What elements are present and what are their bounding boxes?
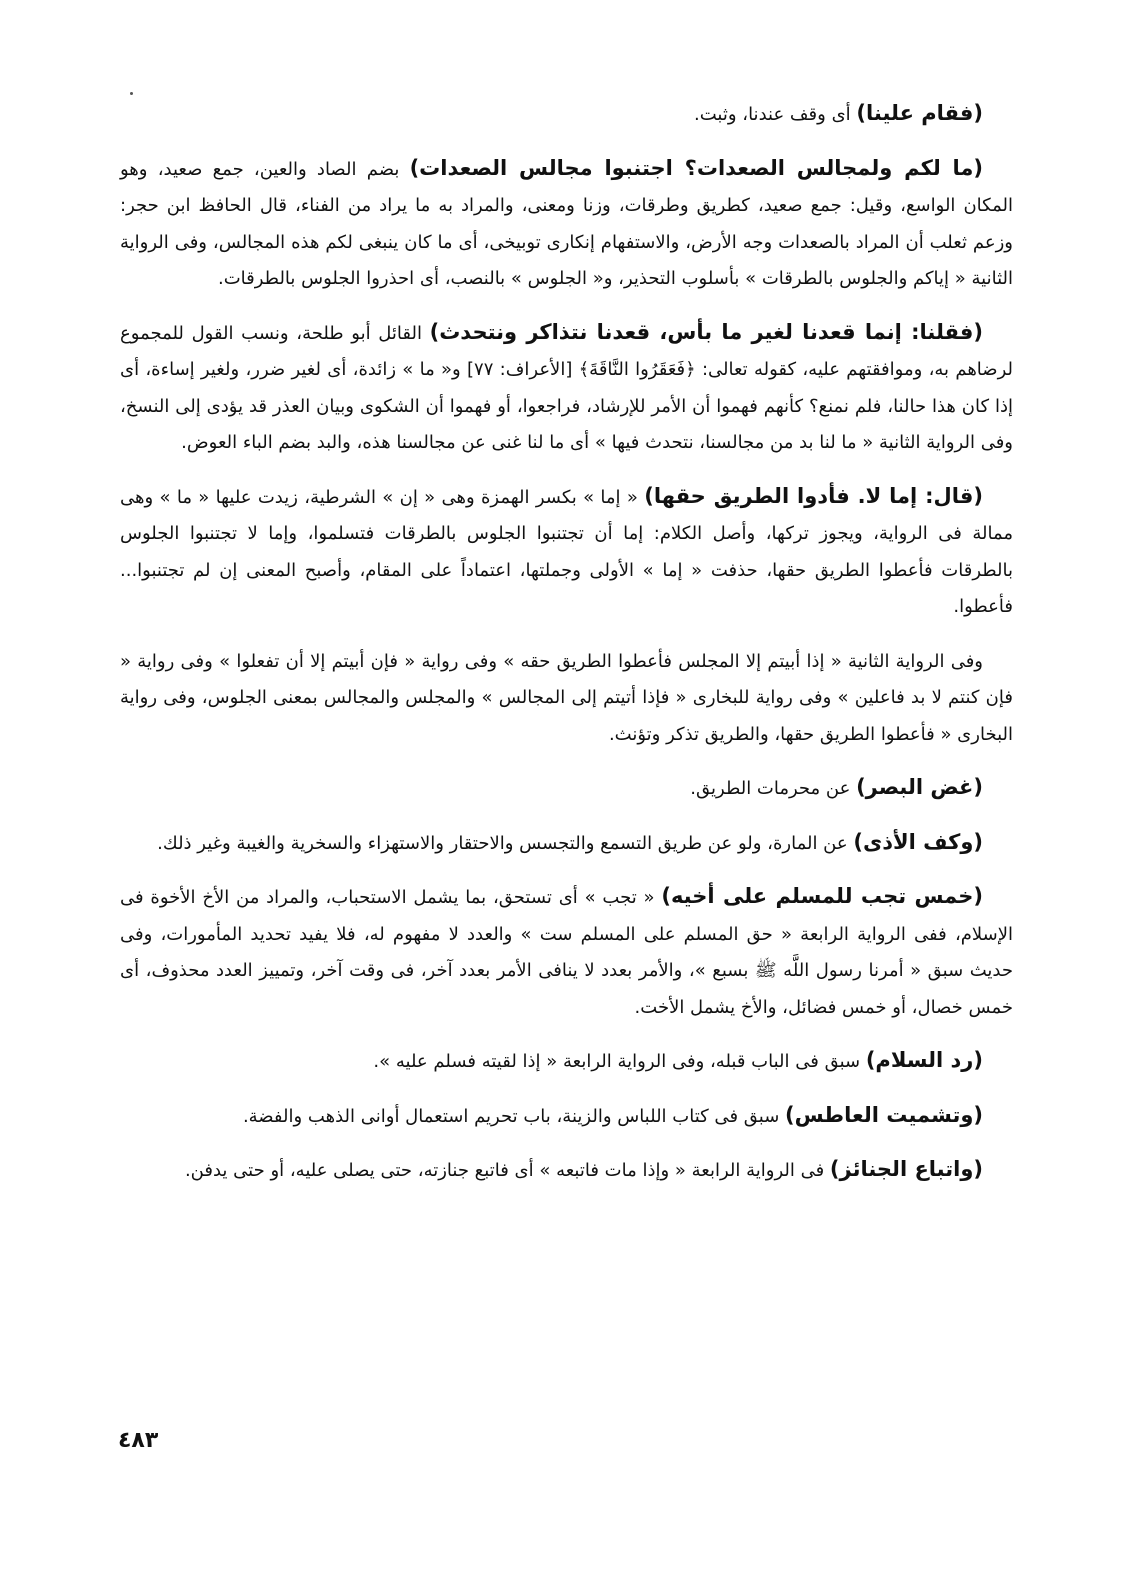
paragraph-7 bbox=[120, 824, 1013, 863]
lead-phrase: (قال: إما لا. فأدوا الطريق حقها) bbox=[644, 483, 983, 508]
explanation-text: عن المارة، ولو عن طريق التسمع والتجسس والاحتقار والاستهزاء والسخرية والغيبة وغير ذلك. bbox=[157, 832, 854, 854]
explanation-text: وفى الرواية الثانية « إذا أبيتم إلا المجلس فأعطوا الطريق حقه » وفى رواية « فإن أبيتم إلا أن تفعلوا » وفى رواية « فإن كنتم لا بد فاعلين » وفى رواية للبخارى « فإذا أتيتم إلى المجالس » والمجلس والمجالس بمعنى الجلوس، وفى رواية البخارى « فأعطوا الطريق حقها، والطريق تذكر وتؤنث. bbox=[120, 650, 1013, 745]
explanation-text: « إما » بكسر الهمزة وهى « إن » الشرطية، زيدت عليها « ما » وهى ممالة فى الرواية، ويجوز تركها، وأصل الكلام: إما أن تجتنبوا الجلوس بالطرقات فتسلموا، وإما لا تجتنبوا الجلوس بالطرقات فأعطوا الطريق حقها، حذفت « إما » الأولى وجملتها، اعتماداً على المقام، وأصبح المعنى إن لم تجتنبوا... فأعطوا. bbox=[120, 486, 1013, 617]
explanation-text: القائل أبو طلحة، ونسب القول للمجموع لرضاهم به، وموافقتهم عليه، كقوله تعالى: ﴿فَعَقَرُوا النَّاقَةَ﴾ [الأعراف: ٧٧] و« ما » زائدة، أى لغير ضرر، ولغير إساءة، أى إذا كان هذا حالنا، فلم نمنع؟ كأنهم فهموا أن الأمر للإرشاد، فراجعوا، أو فهموا أن الشكوى وبيان العذر قد يؤدى إلى النسخ، وفى الرواية الثانية « ما لنا بد من مجالسنا، نتحدث فيها » أى ما لنا غنى عن مجالسنا هذه، والبد بضم الباء العوض. bbox=[120, 322, 1013, 453]
explanation-text: أى وقف عندنا، وثبت. bbox=[694, 104, 857, 125]
lead-phrase: (ما لكم ولمجالس الصعدات؟ اجتنبوا مجالس الصعدات) bbox=[409, 155, 983, 180]
paragraph-1 bbox=[120, 95, 1013, 134]
lead-phrase: (رد السلام) bbox=[865, 1048, 983, 1072]
lead-phrase: (واتباع الجنائز) bbox=[829, 1157, 983, 1181]
explanation-text: بضم الصاد والعين، جمع صعيد، وهو المكان الواسع، وقيل: جمع صعيد، كطريق وطرقات، وزنا ومعنى، والمراد به ما يراد من الفناء، قال الحافظ ابن حجر: وزعم ثعلب أن المراد بالصعدات وجه الأرض، والاستفهام إنكارى توبيخى، أى ما كان ينبغى لكم هذه المجالس، وفى الرواية الثانية « إياكم والجلوس بالطرقات » بأسلوب التحذير، و« الجلوس » بالنصب، أى احذروا الجلوس بالطرقات. bbox=[120, 158, 1013, 289]
explanation-text: سبق فى كتاب اللباس والزينة، باب تحريم استعمال أوانى الذهب والفضة. bbox=[242, 1105, 786, 1127]
lead-phrase: (وكف الأذى) bbox=[853, 829, 983, 854]
paragraph-10 bbox=[120, 1097, 1013, 1136]
paragraph-4 bbox=[120, 478, 1013, 626]
lead-phrase: (وتشميت العاطس) bbox=[785, 1102, 983, 1127]
lead-phrase: (غض البصر) bbox=[856, 775, 983, 799]
paragraph-6 bbox=[120, 769, 1013, 808]
paragraph-2 bbox=[120, 150, 1013, 298]
page-number: ٤٨٣ bbox=[118, 1428, 159, 1453]
explanation-text: « تجب » أى تستحق، بما يشمل الاستحباب، والمراد من الأخ الأخوة فى الإسلام، ففى الرواية الرابعة « حق المسلم على المسلم ست » والعدد لا مفهوم له، فلا يفيد تحديد المأمورات، وفى حديث سبق « أمرنا رسول اللَّه ﷺ بسبع »، والأمر بعدد لا ينافى الأمر بعدد آخر، فى وقت آخر، وتمييز العدد محذوف، أى خمس خصال، أو خمس فضائل، والأخ يشمل الأخت. bbox=[120, 887, 1013, 1018]
paragraph-3 bbox=[120, 314, 1013, 462]
lead-phrase: (خمس تجب للمسلم على أخيه) bbox=[661, 884, 983, 908]
explanation-text: عن محرمات الطريق. bbox=[690, 778, 857, 799]
explanation-text: فى الرواية الرابعة « وإذا مات فاتبعه » أى فاتبع جنازته، حتى يصلى عليه، أو حتى يدفن. bbox=[184, 1160, 830, 1181]
lead-phrase: (فقام علينا) bbox=[856, 101, 983, 125]
paragraph-5 bbox=[120, 642, 1013, 754]
paragraph-11 bbox=[120, 1151, 1013, 1190]
explanation-text: سبق فى الباب قبله، وفى الرواية الرابعة « إذا لقيته فسلم عليه ». bbox=[373, 1051, 866, 1072]
paragraph-8 bbox=[120, 878, 1013, 1026]
page-body bbox=[120, 95, 1013, 1206]
lead-phrase: (فقلنا: إنما قعدنا لغير ما بأس، قعدنا نتذاكر ونتحدث) bbox=[429, 319, 983, 344]
paragraph-9 bbox=[120, 1042, 1013, 1081]
